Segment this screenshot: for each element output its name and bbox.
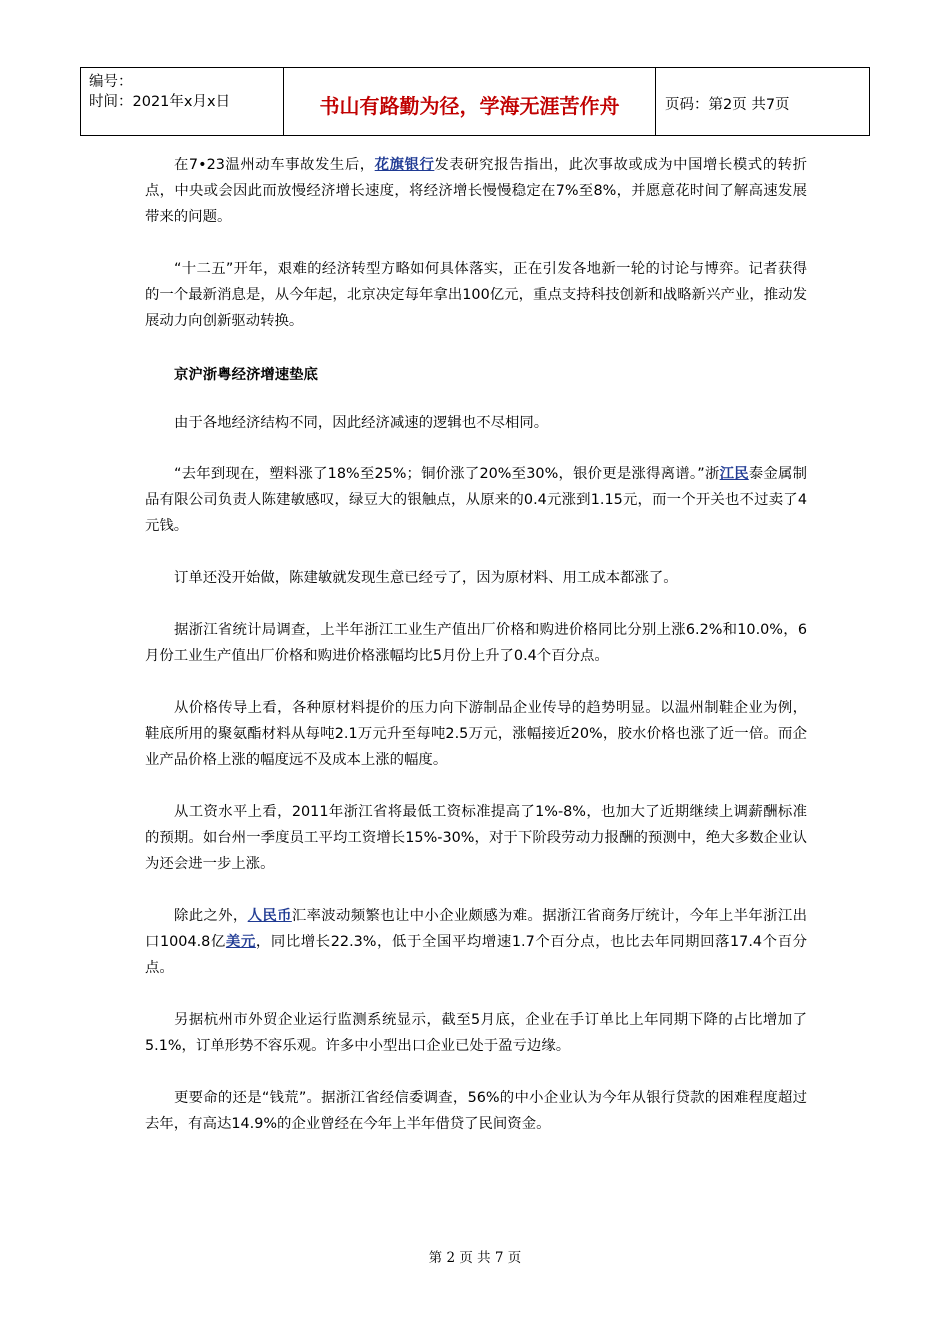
paragraph-6: 据浙江省统计局调查，上半年浙江工业生产值出厂价格和购进价格同比分别上涨6.2%和10.0%，6月份工业生产值出厂价格和购进价格涨幅均比5月份上升了0.4个百分点。	[145, 622, 807, 664]
link-rmb[interactable]: 人民币	[247, 908, 292, 924]
paragraph-2: “十二五”开年，艰难的经济转型方略如何具体落实，正在引发各地新一轮的讨论与博弈。记者获得的一个最新消息是，从今年起，北京决定每年拿出100亿元，重点支持科技创新和战略新兴产业，推动发展动力向创新驱动转换。	[145, 261, 807, 329]
paragraph-10: 另据杭州市外贸企业运行监测系统显示，截至5月底，企业在手订单比上年同期下降的占比增加了5.1%，订单形势不容乐观。许多中小型出口企业已处于盈亏边缘。	[145, 1012, 807, 1054]
paragraph-4	[145, 461, 807, 539]
paragraph-1	[145, 152, 807, 230]
link-citibank[interactable]: 花旗银行	[374, 157, 435, 173]
motto: 书山有路勤为径，学海无涯苦作舟	[284, 68, 656, 135]
text: 泰金属制品有限公司负责人陈建敏感叹，绿豆大的银触点，从原来的0.4元涨到1.15元，而一个开关也不过卖了4元钱。	[145, 466, 807, 534]
text: 发表研究报告指出，此次事故或成为中国增长模式的转折点，中央或会因此而放慢经济增长速度，将经济增长慢慢稳定在7%至8%，并愿意花时间了解高速发展带来的问题。	[145, 157, 807, 225]
code-label: 编号：	[89, 74, 133, 90]
paragraph-8: 从工资水平上看，2011年浙江省将最低工资标准提高了1%-8%，也加大了近期继续上调薪酬标准的预期。如台州一季度员工平均工资增长15%-30%，对于下阶段劳动力报酬的预测中，绝大多数企业认为还会进一步上涨。	[145, 804, 807, 872]
link-jiangmin[interactable]: 江民	[719, 466, 749, 482]
paragraph-5: 订单还没开始做，陈建敏就发现生意已经亏了，因为原材料、用工成本都涨了。	[174, 570, 678, 586]
text: ，同比增长22.3%，低于全国平均增速1.7个百分点，也比去年同期回落17.4个百分点。	[145, 934, 807, 976]
text: “去年到现在，塑料涨了18%至25%；铜价涨了20%至30%，银价更是涨得离谱。”浙	[174, 466, 720, 482]
paragraph-9	[145, 903, 807, 981]
paragraph-3: 由于各地经济结构不同，因此经济减速的逻辑也不尽相同。	[174, 415, 549, 431]
page-info: 页码：第2页 共7页	[665, 97, 790, 113]
header-table	[80, 67, 870, 136]
paragraph-11: 更要命的还是“钱荒”。据浙江省经信委调查，56%的中小企业认为今年从银行贷款的困难程度超过去年，有高达14.9%的企业曾经在今年上半年借贷了民间资金。	[145, 1090, 807, 1132]
time-label: 时间：2021年x月x日	[89, 94, 231, 110]
header-meta	[81, 68, 284, 135]
link-usd[interactable]: 美元	[225, 934, 256, 950]
section-heading: 京沪浙粤经济增速垫底	[174, 367, 318, 383]
text: 在7•23温州动车事故发生后，	[174, 157, 375, 173]
page-footer: 第 2 页 共 7 页	[428, 1250, 522, 1266]
article-body	[145, 152, 807, 1137]
paragraph-7: 从价格传导上看，各种原材料提价的压力向下游制品企业传导的趋势明显。以温州制鞋企业为例，鞋底所用的聚氨酯材料从每吨2.1万元升至每吨2.5万元，涨幅接近20%，胶水价格也涨了近一倍。而企业产品价格上涨的幅度远不及成本上涨的幅度。	[145, 700, 807, 768]
text: 除此之外，	[174, 908, 248, 924]
text: 汇率波动频繁也让中小企业颇感为难。据浙江省商务厅统计，今年上半年浙江出口1004.8亿	[145, 908, 807, 950]
